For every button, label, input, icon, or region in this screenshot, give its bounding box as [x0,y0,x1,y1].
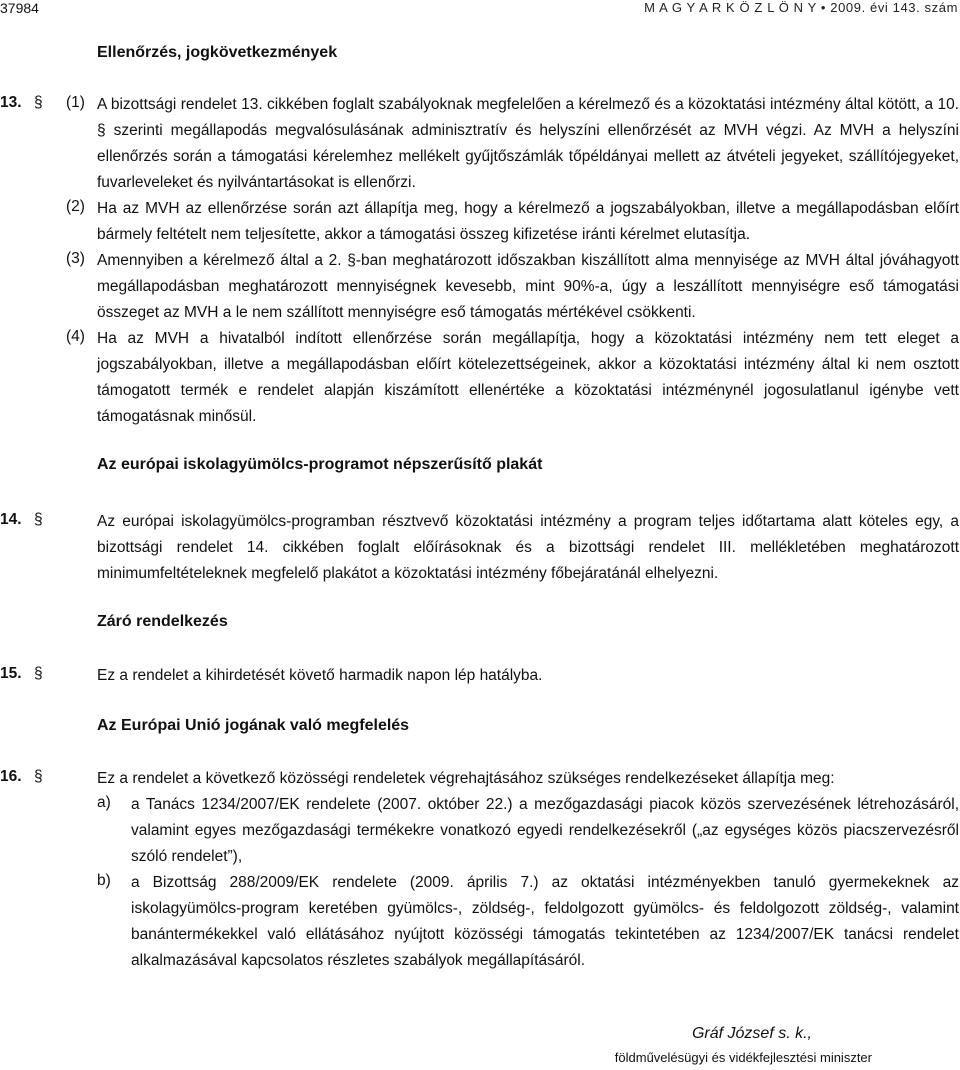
section-sign: § [34,665,43,682]
paragraph-number-13: 13. [0,94,22,111]
signature-name: Gráf József s. k., [691,1025,812,1042]
section-title-eu: Az Európai Unió jogának való megfelelés [97,717,410,734]
subsection-label-4: (4) [66,328,85,345]
subsection-text-2: Ha az MVH az ellenőrzése során azt állapítja meg, hogy a kérelmező a jogszabályokban, illetve a megállapodásban előírt bármely feltételt nem teljesítette, akkor a támogatási összeg kifizetése iránti kérelmet elutasítja. [97,200,959,243]
paragraph-intro-16: Ez a rendelet a következő közösségi rendeletek végrehajtásához szükséges rendelkezéseket állapítja meg: [97,770,835,787]
page-number: 37984 [0,0,39,16]
list-item-a: a Tanács 1234/2007/EK rendelete (2007. október 22.) a mezőgazdasági piacok közös szervezésének létrehozásáról, valamint egyes mezőgazdasági termékekre vonatkozó egyedi rendelkezésekről („az egységes közös piacszervezésről szóló rendelet”), [131,796,959,865]
journal-title: M A G Y A R K Ö Z L Ö N Y • 2009. évi 143. szám [644,0,958,15]
subsection-text-4: Ha az MVH a hivatalból indított ellenőrzése során megállapítja, hogy a közoktatási intézmény nem tett eleget a jogszabályokban, illetve a megállapodásban előírt kötelezettségeinek, akkor a közoktatási intézmény által ki nem osztott támogatott termék e rendelet alapján kiszámított ellenértéke a közoktatási intézménynél jogosulatlanul igénybe vett támogatásnak minősül. [97,330,959,425]
subsection-text-3: Amennyiben a kérelmező által a 2. §-ban meghatározott időszakban kiszállított alma mennyisége az MVH által jóváhagyott megállapodásban meghatározott mennyiségnek kevesebb, mint 90%-a, úgy a leszállított mennyiségre eső támogatási összeget az MVH a le nem szállított mennyiségre eső támogatás mértékével csökkenti. [97,252,959,321]
subsection-label-3: (3) [66,250,85,267]
section-sign: § [34,511,43,528]
subsection-label-2: (2) [66,198,85,215]
subsection-text-1: A bizottsági rendelet 13. cikkében foglalt szabályoknak megfelelően a kérelmező és a közoktatási intézmény által kötött, a 10. § szerinti megállapodás megvalósulásának adminisztratív és helyszíni ellenőrzését az MVH végzi. Az MVH a helyszíni ellenőrzés során a támogatási kérelemhez mellékelt gyűjtőszámlák tőpéldányai mellett az átvételi jegyeket, szállítójegyeket, fuvarleveleket és nyilvántartásokat is ellenőrzi. [97,96,959,191]
section-sign: § [34,768,43,785]
section-title-control: Ellenőrzés, jogkövetkezmények [97,44,338,61]
paragraph-number-14: 14. [0,511,22,528]
list-item-label-a: a) [97,794,111,811]
list-item-b: a Bizottság 288/2009/EK rendelete (2009. április 7.) az oktatási intézményekben tanuló gyermekeknek az iskolagyümölcs-program keretében gyümölcs-, zöldség-, feldolgozott gyümölcs- és feldolgozott zöldség-, valamint banántermékekkel való ellátásához nyújtott közösségi támogatás tekintetében az 1234/2007/EK tanácsi rendelet alkalmazásával kapcsolatos részletes szabályok megállapításáról. [131,874,959,969]
paragraph-text-14: Az európai iskolagyümölcs-programban résztvevő közoktatási intézmény a program teljes időtartama alatt köteles egy, a bizottsági rendelet 14. cikkében foglalt előírásoknak és a bizottsági rendelet III. mellékletében meghatározott minimumfeltételeknek megfelelő plakátot a közoktatási intézmény főbejáratánál elhelyezni. [97,513,959,582]
paragraph-number-16: 16. [0,768,22,785]
signature-title: földművelésügyi és vidékfejlesztési miniszter [614,1050,872,1065]
list-item-label-b: b) [97,872,111,889]
subsection-label-1: (1) [66,94,85,111]
section-sign: § [34,94,43,111]
section-title-final: Záró rendelkezés [97,613,228,630]
paragraph-text-15: Ez a rendelet a kihirdetését követő harmadik napon lép hatályba. [97,667,543,684]
paragraph-number-15: 15. [0,665,22,682]
